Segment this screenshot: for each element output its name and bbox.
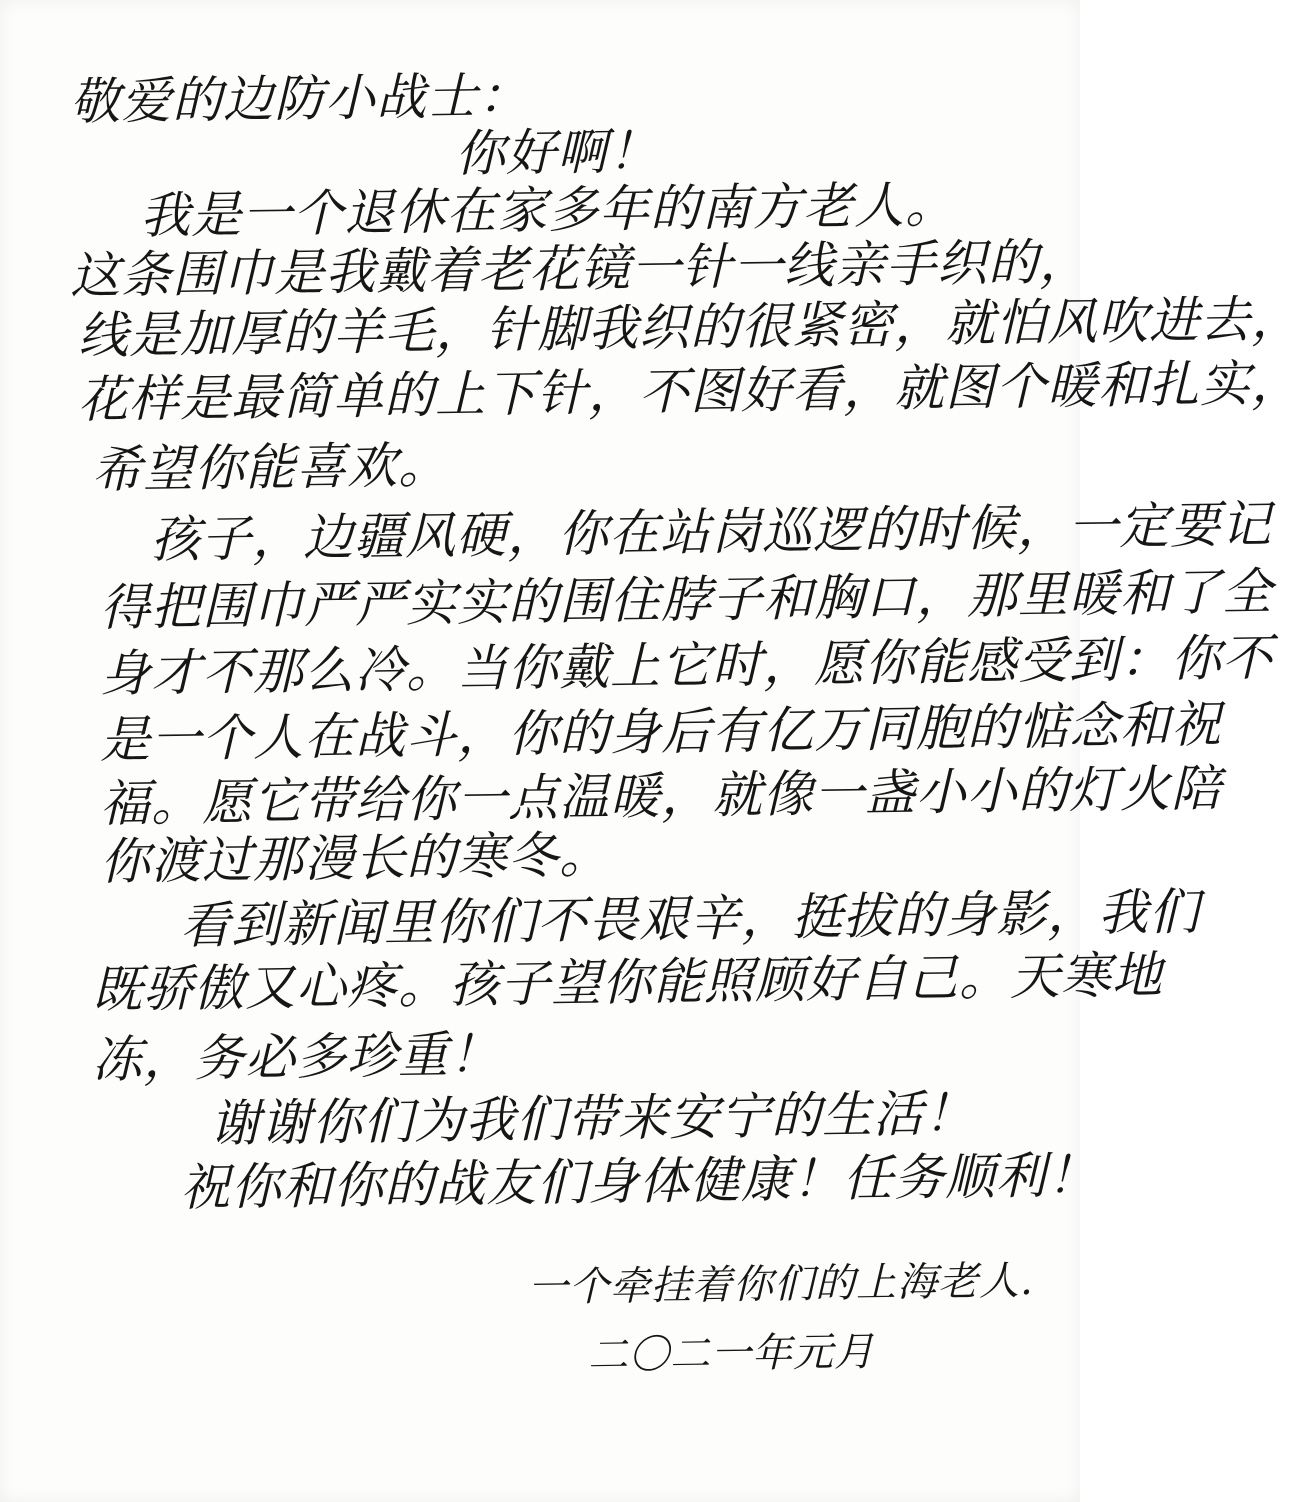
letter-line: 是一个人在战斗，你的身后有亿万同胞的惦念和祝 (99, 695, 1223, 769)
letter-signature: 一个牵挂着你们的上海老人. (527, 1257, 1034, 1311)
letter-line: 看到新闻里你们不畏艰辛，挺拔的身影，我们 (179, 882, 1201, 955)
letter-line: 福。愿它带给你一点温暖，就像一盏小小的灯火陪 (99, 759, 1223, 833)
letter-line: 得把围巾严严实实的围住脖子和胸口，那里暖和了全 (99, 562, 1274, 637)
letter-line: 既骄傲又心疼。孩子望你能照顾好自己。天寒地 (91, 946, 1164, 1019)
letter-line: 身才不那么冷。当你戴上它时，愿你能感受到：你不 (99, 628, 1274, 703)
letter-date: 二〇二一年元月 (587, 1328, 876, 1379)
letter-line: 花样是最简单的上下针，不图好看，就图个暖和扎实， (77, 353, 1302, 429)
letter-line: 祝你和你的战友们身体健康！任务顺利！ (179, 1146, 1099, 1217)
letter-line: 我是一个退休在家多年的南方老人。 (139, 175, 957, 245)
letter-line: 这条围巾是我戴着老花镜一针一线亲手织的， (69, 232, 1091, 305)
letter-line: 谢谢你们为我们带来安宁的生活！ (209, 1084, 976, 1153)
letter-line: 线是加厚的羊毛，针脚我织的很紧密，就怕风吹进去， (77, 289, 1302, 365)
letter-line: 希望你能喜欢。 (91, 436, 450, 499)
letter-line: 你渡过那漫长的寒冬。 (99, 825, 611, 891)
letter-line: 冻，务必多珍重！ (91, 1025, 501, 1089)
letter-greeting: 你好啊！ (454, 122, 660, 183)
letter-salutation: 敬爱的边防小战士： (69, 66, 530, 131)
letter-line: 孩子，边疆风硬，你在站岗巡逻的时候，一定要记 (149, 495, 1273, 569)
